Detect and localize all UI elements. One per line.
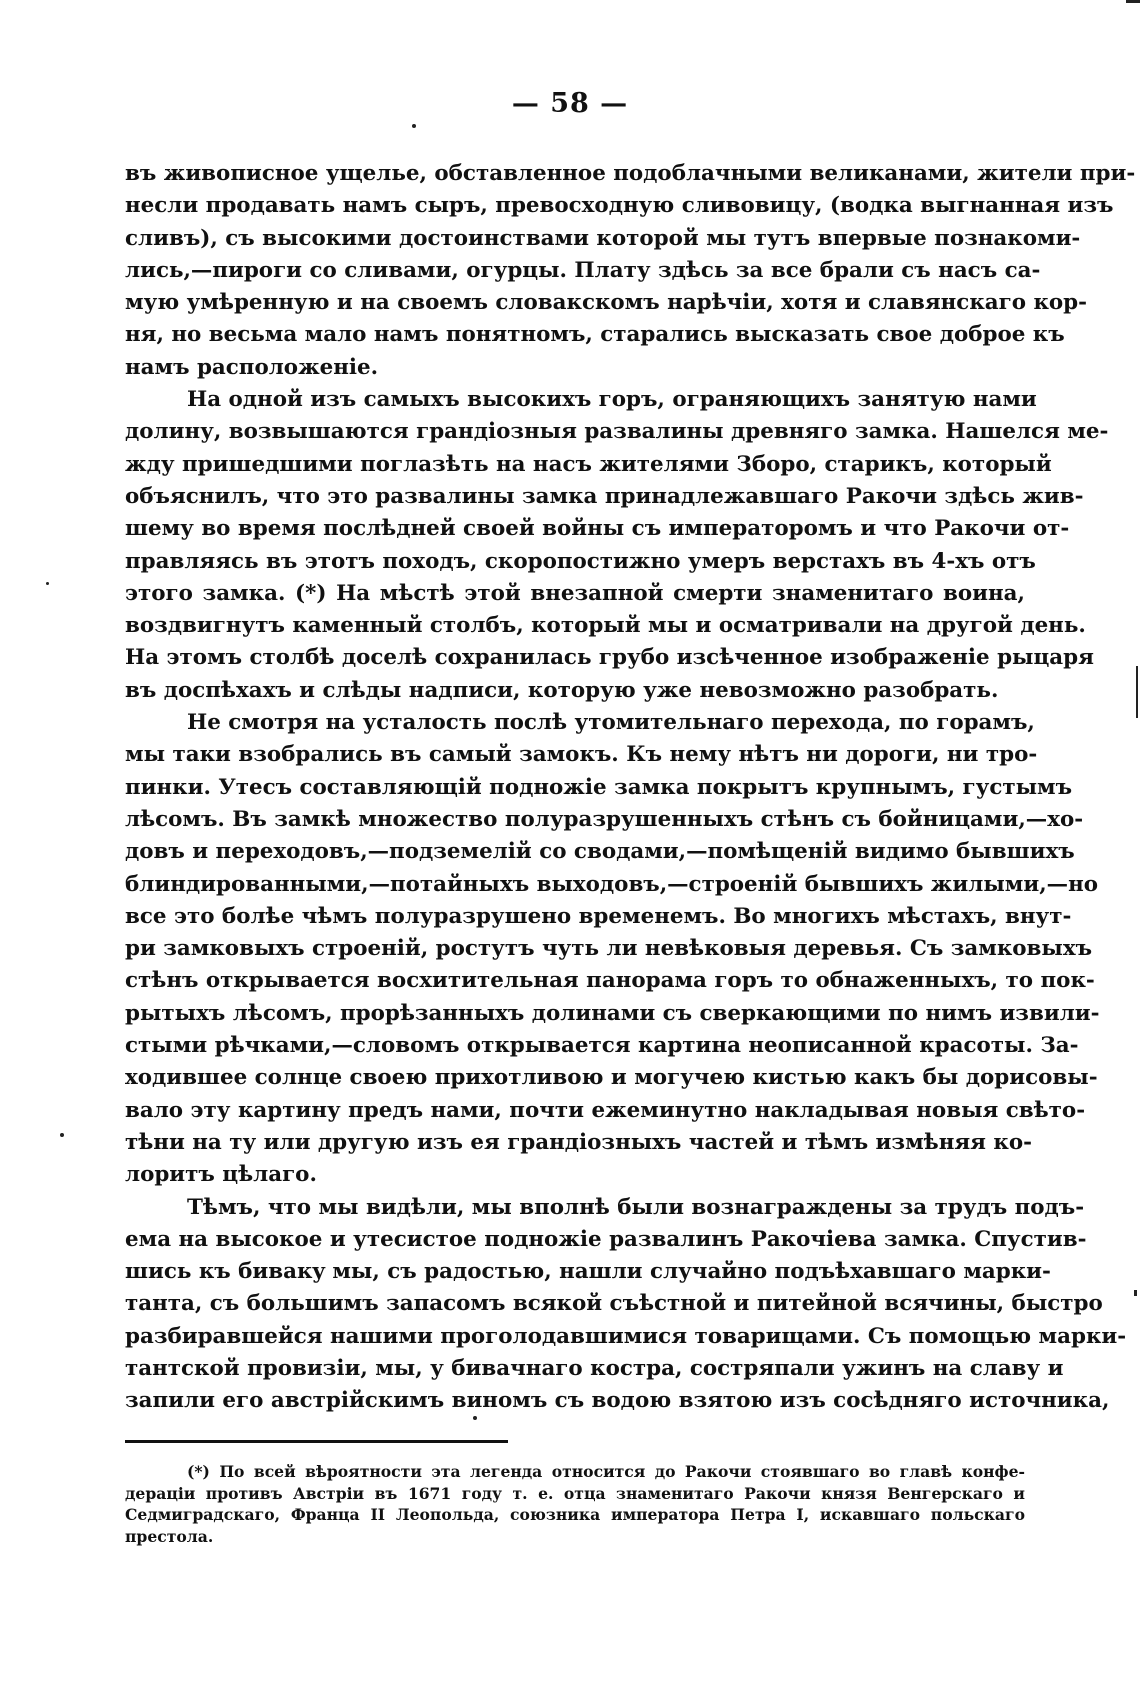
text-line: въ живописное ущелье, обставленное подоблачными великанами, жители при- [125, 161, 1136, 186]
scan-speck [473, 1416, 477, 1420]
text-line: На этомъ столбѣ доселѣ сохранилась грубо изсѣченное изображеніе рыцаря [125, 645, 1094, 671]
text-line: намъ расположеніе. [125, 354, 379, 380]
text-line: воздвигнутъ каменный столбъ, который мы и осматривали на другой день. [125, 613, 1086, 639]
text-line: пинки. Утесъ составляющій подножіе замка покрытъ крупнымъ, густымъ [125, 774, 1073, 800]
text-line: запили его австрійскимъ виномъ съ водою взятою изъ сосѣдняго источника, [125, 1388, 1110, 1414]
text-line: стѣнъ открывается восхитительная панорама горъ то обнаженныхъ, то пок- [125, 968, 1095, 994]
footnote-line: (*) По всей вѣроятности эта легенда относится до Ракочи стоявшаго во главѣ конфе- [187, 1462, 1025, 1481]
text-line: ема на высокое и утесистое подножіе развалинъ Ракочіева замка. Спустив- [125, 1226, 1087, 1252]
text-line: лѣсомъ. Въ замкѣ множество полуразрушенныхъ стѣнъ съ бойницами,—хо- [125, 806, 1084, 832]
scan-speck [1134, 1290, 1137, 1296]
text-line: довъ и переходовъ,—подземелій со сводами,—помѣщеній видимо бывшихъ [125, 839, 1075, 865]
scan-speck [60, 1133, 64, 1137]
scan-edge [1126, 0, 1140, 3]
text-line: блиндированными,—потайныхъ выходовъ,—строеній бывшихъ жилыми,—но [125, 871, 1098, 897]
scan-speck [46, 582, 49, 585]
text-line: мую умѣренную и на своемъ словакскомъ нарѣчіи, хотя и славянскаго кор- [125, 290, 1088, 316]
text-line: шись къ бивакy мы, съ радостью, нашли случайно подъѣхавшаго марки- [125, 1259, 1051, 1285]
text-line: долину, возвышаются грандіозныя развалины древняго замка. Нашелся ме- [125, 419, 1109, 445]
scan-edge [1136, 666, 1138, 718]
text-line: стыми рѣчками,—словомъ открывается картина неописанной красоты. За- [125, 1033, 1079, 1059]
footnote-line: дераціи противъ Австріи въ 1671 году т. е. отца знаменитаго Ракочи князя Венгерскаго и [125, 1483, 1025, 1503]
footnote [125, 1461, 1025, 1547]
text-line: лоритъ цѣлаго. [125, 1162, 317, 1188]
main-text [125, 158, 1136, 1418]
text-line: все это болѣе чѣмъ полуразрушено временемъ. Во многихъ мѣстахъ, внут- [125, 903, 1072, 929]
scan-speck [412, 124, 416, 128]
text-line: въ доспѣхахъ и слѣды надписи, которую уже невозможно разобрать. [125, 677, 999, 703]
text-line: ня, но весьма мало намъ понятномъ, старались высказать свое доброе къ [125, 322, 1065, 348]
text-line: жду пришедшими поглазѣть на насъ жителями Зборо, старикъ, который [125, 451, 1052, 477]
text-line: лись,—пироги со сливами, огурцы. Плату здѣсь за все брали съ насъ са- [125, 257, 1041, 283]
text-line: правляясь въ этотъ походъ, скоропостижно умеръ верстахъ въ 4-хъ отъ [125, 548, 1036, 574]
footnote-line: престола. [125, 1526, 214, 1546]
text-line: тантской провизіи, мы, у бивачнаго костра, состряпали ужинъ на славу и [125, 1355, 1064, 1381]
text-line: сливъ), съ высокими достоинствами которой мы тутъ впервые познакоми- [125, 225, 1081, 251]
text-line: шему во время послѣдней своей войны съ императоромъ и что Ракочи от- [125, 516, 1070, 542]
page-number: — 58 — [511, 88, 629, 119]
footnote-line: Седмиградскаго, Франца II Леопольда, союзника императора Петра I, искавшаго польскаго [125, 1505, 1025, 1524]
footnote-divider [125, 1440, 508, 1443]
text-line: разбиравшейся нашими проголодавшимися товарищами. Съ помощью марки- [125, 1323, 1127, 1349]
text-line: рытыхъ лѣсомъ, прорѣзанныхъ долинами съ сверкающими по нимъ извили- [125, 1000, 1100, 1026]
text-line: ходившее солнце своею прихотливою и могучею кистью какъ бы дорисовы- [125, 1065, 1098, 1091]
text-line: Не смотря на усталость послѣ утомительнаго перехода, по горамъ, [187, 710, 1035, 736]
text-line: объяснилъ, что это развалины замка принадлежавшаго Ракочи здѣсь жив- [125, 483, 1084, 509]
text-line: несли продавать намъ сыръ, превосходную сливовицу, (водка выгнанная изъ [125, 193, 1114, 219]
text-line: этого замка. (*) На мѣстѣ этой внезапной смерти знаменитаго воина, [125, 580, 1025, 606]
text-line: тѣни на ту или другую изъ ея грандіозныхъ частей и тѣмъ измѣняя ко- [125, 1129, 1032, 1155]
text-line: ри замковыхъ строеній, ростутъ чуть ли невѣковыя деревья. Съ замковыхъ [125, 936, 1093, 962]
text-line: Тѣмъ, что мы видѣли, мы вполнѣ были вознаграждены за трудъ подъ- [187, 1194, 1085, 1220]
text-line: На одной изъ самыхъ высокихъ горъ, ограняющихъ занятую нами [187, 387, 1037, 413]
text-line: танта, съ большимъ запасомъ всякой съѣстной и питейной всячины, быстро [125, 1291, 1103, 1317]
text-line: мы таки взобрались въ самый замокъ. Къ нему нѣтъ ни дороги, ни тро- [125, 742, 1038, 768]
text-line: вало эту картину предъ нами, почти ежеминутно накладывая новыя свѣто- [125, 1097, 1086, 1123]
